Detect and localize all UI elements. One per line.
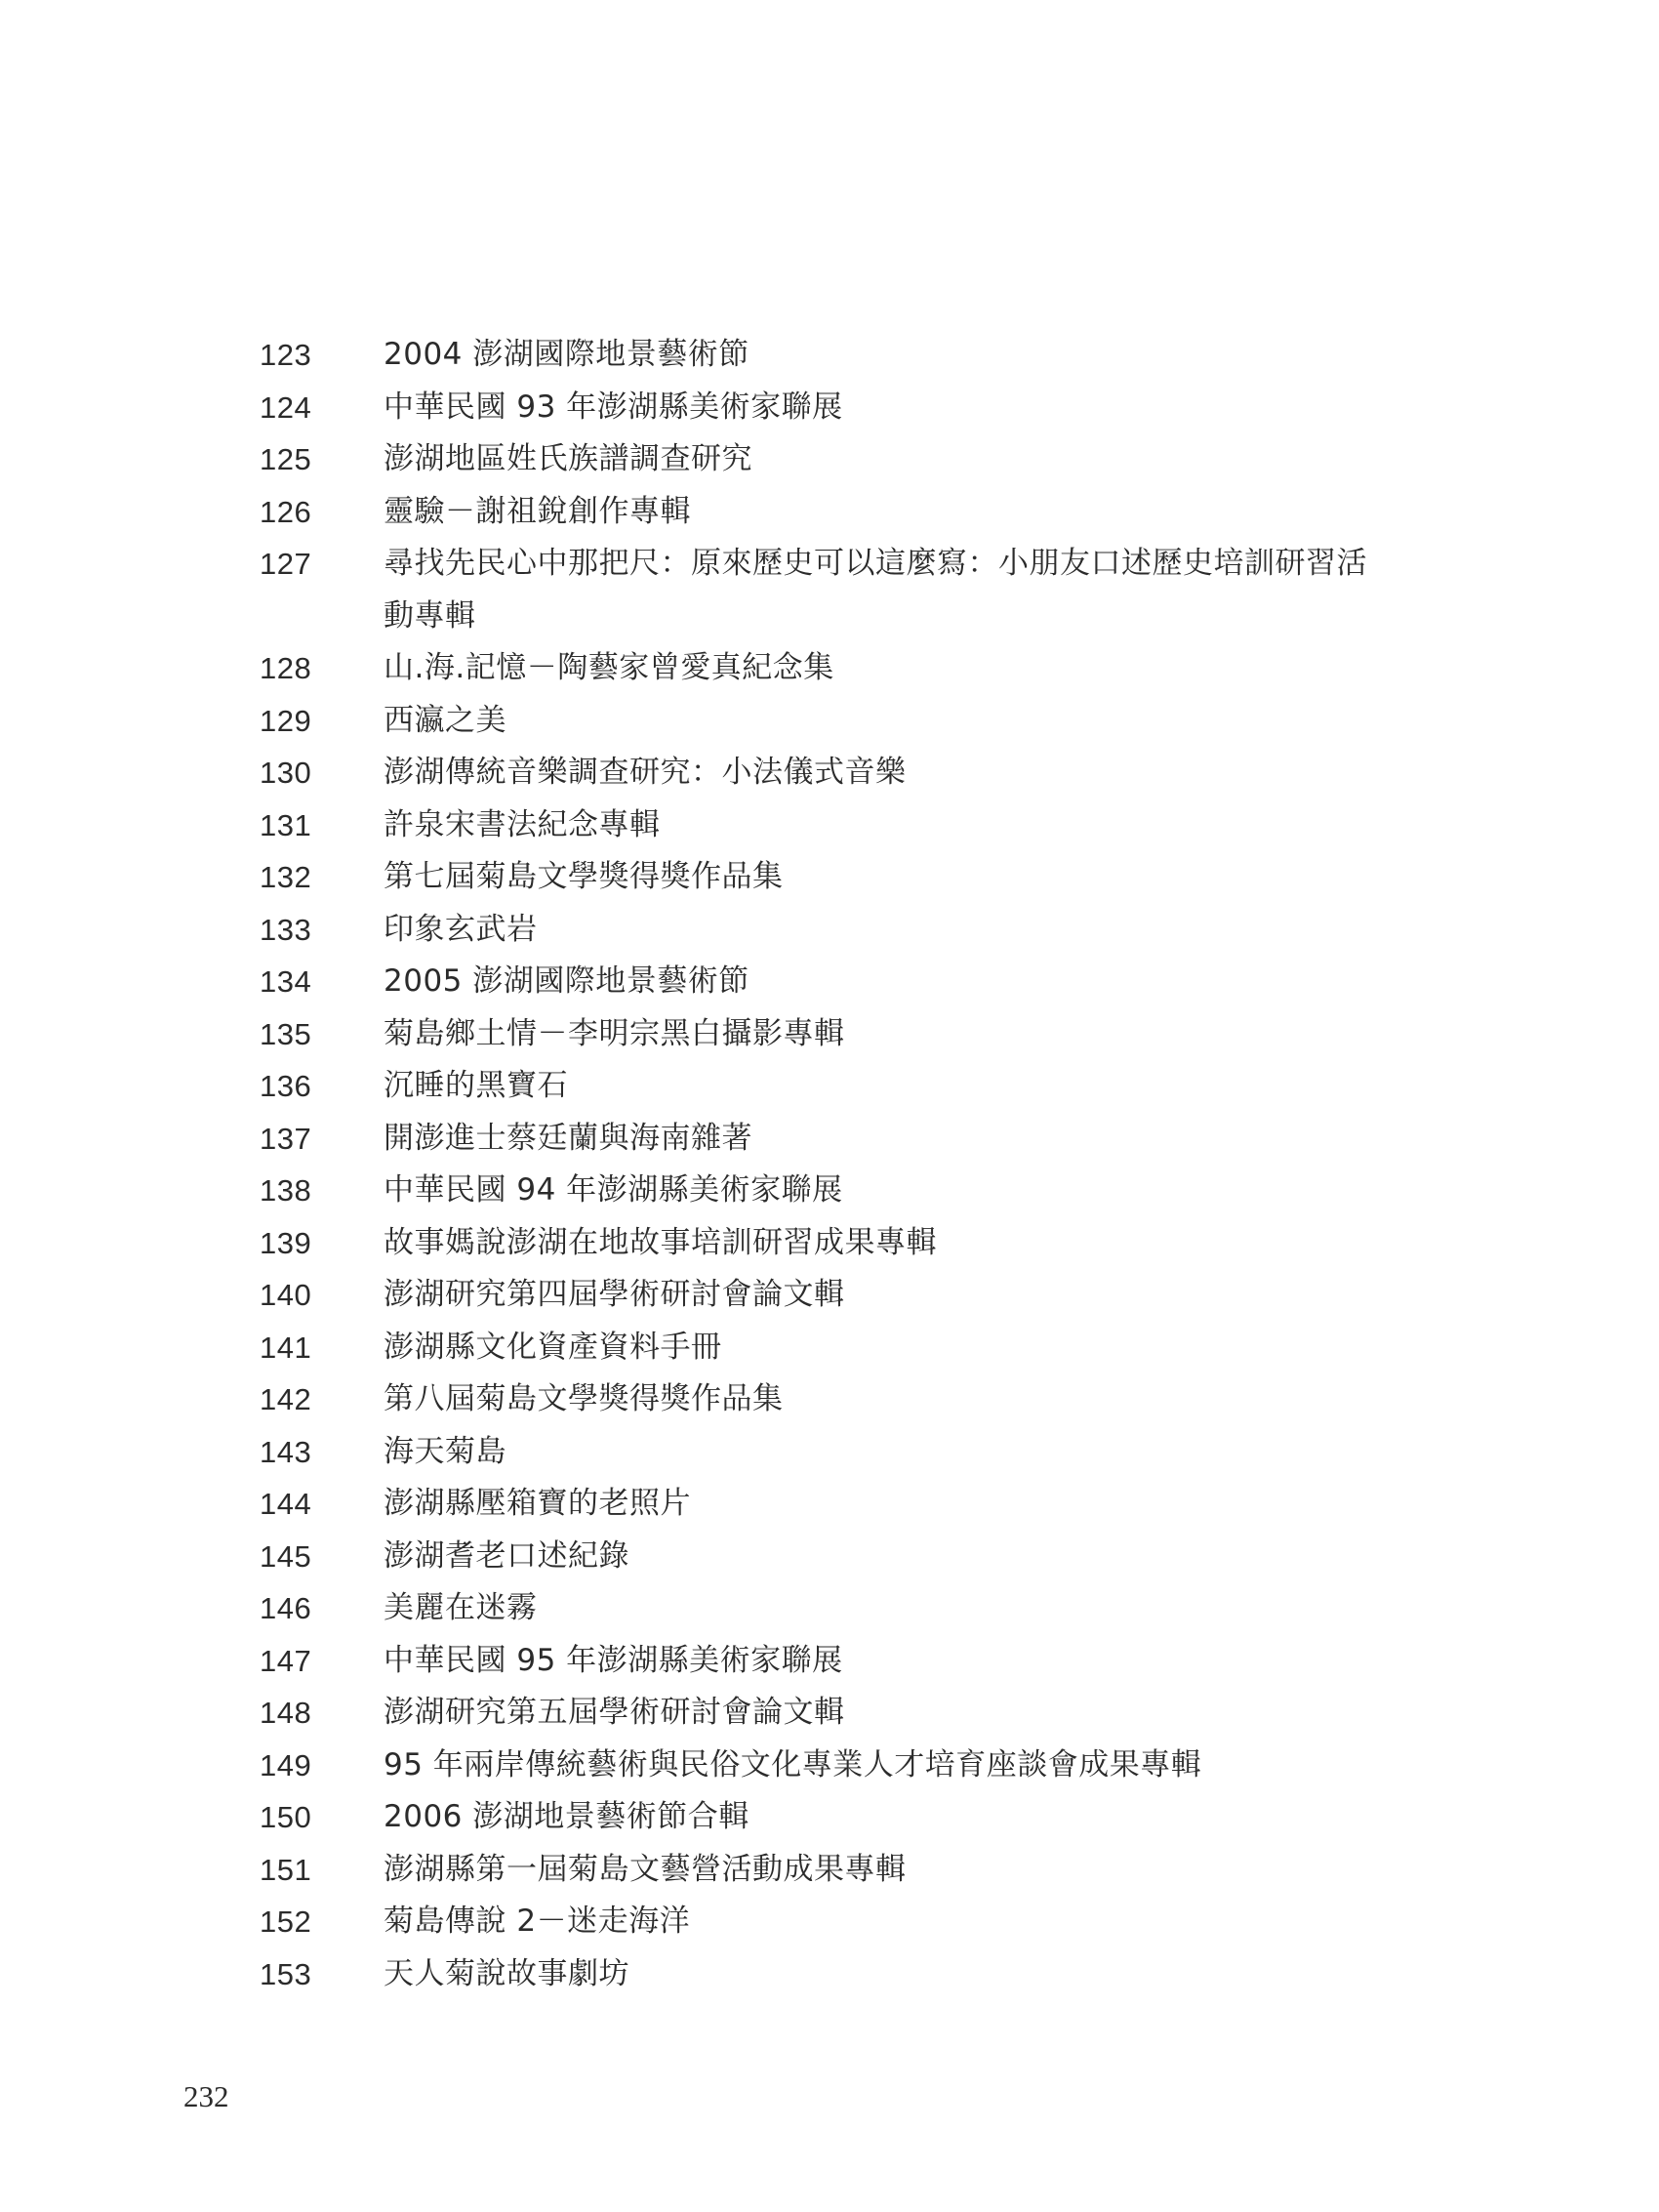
entry-title: 靈驗－謝祖銳創作專輯 [384, 493, 691, 529]
entry-number: 145 [260, 1538, 312, 1574]
entry-title: 尋找先民心中那把尺：原來歷史可以這麼寫：小朋友口述歷史培訓研習活動專輯 [384, 546, 1367, 634]
entry-title: 第七屆菊島文學獎得獎作品集 [384, 859, 784, 894]
entry-number: 147 [260, 1643, 312, 1678]
list-item [260, 1008, 1431, 1061]
entry-number: 133 [260, 912, 312, 947]
list-item [260, 695, 1431, 748]
entry-number: 144 [260, 1487, 312, 1521]
entry-title: 故事媽說澎湖在地故事培訓研習成果專輯 [384, 1224, 937, 1260]
entry-title: 山.海.記憶－陶藝家曾愛真紀念集 [384, 650, 834, 685]
list-item [260, 904, 1431, 957]
entry-number: 135 [260, 1016, 312, 1051]
list-item [260, 956, 1431, 1008]
entry-title: 美麗在迷霧 [384, 1590, 538, 1625]
list-item [260, 382, 1431, 434]
entry-title: 許泉宋書法紀念專輯 [384, 806, 661, 842]
entry-number: 151 [260, 1852, 312, 1887]
list-item [260, 1217, 1431, 1270]
list-item [260, 433, 1431, 486]
entry-title: 2004 澎湖國際地景藝術節 [384, 337, 749, 372]
entry-title: 開澎進士蔡廷蘭與海南雜著 [384, 1120, 752, 1156]
entry-number: 143 [260, 1434, 312, 1469]
entry-number: 150 [260, 1800, 312, 1834]
list-item [260, 1165, 1431, 1217]
list-item [260, 799, 1431, 852]
entry-number: 130 [260, 756, 312, 790]
entry-title: 澎湖縣文化資產資料手冊 [384, 1329, 722, 1365]
entry-number: 149 [260, 1747, 312, 1782]
entry-title: 菊島傳說 2－迷走海洋 [384, 1904, 691, 1939]
entry-number: 125 [260, 442, 312, 476]
entry-title: 澎湖研究第五屆學術研討會論文輯 [384, 1695, 845, 1730]
list-item [260, 1948, 1431, 2001]
entry-title: 海天菊島 [384, 1433, 506, 1469]
entry-number: 123 [260, 338, 312, 372]
entry-title: 95 年兩岸傳統藝術與民俗文化專業人才培育座談會成果專輯 [384, 1746, 1202, 1782]
entry-number: 134 [260, 964, 312, 999]
list-item [260, 1687, 1431, 1740]
entry-title: 沉睡的黑寶石 [384, 1068, 568, 1103]
entry-number: 129 [260, 703, 312, 738]
list-item [260, 1740, 1431, 1792]
entry-number: 148 [260, 1696, 312, 1730]
entry-number: 142 [260, 1382, 312, 1416]
entry-title: 澎湖研究第四屆學術研討會論文輯 [384, 1277, 845, 1312]
entry-title: 印象玄武岩 [384, 911, 538, 947]
list-item [260, 1531, 1431, 1583]
entry-title: 天人菊說故事劇坊 [384, 1955, 629, 1991]
entry-title: 2006 澎湖地景藝術節合輯 [384, 1799, 749, 1834]
list-item [260, 1269, 1431, 1322]
entry-number: 127 [260, 547, 312, 581]
entry-number: 132 [260, 860, 312, 894]
entry-number: 141 [260, 1330, 312, 1365]
list-item [260, 1373, 1431, 1426]
list-item [260, 1582, 1431, 1635]
publication-list [260, 329, 1431, 2000]
entry-title: 中華民國 94 年澎湖縣美術家聯展 [384, 1172, 843, 1208]
list-item [260, 1113, 1431, 1166]
list-item [260, 851, 1431, 904]
list-item [260, 1791, 1431, 1844]
entry-number: 152 [260, 1905, 312, 1939]
entry-title: 澎湖耆老口述紀錄 [384, 1537, 629, 1574]
entry-number: 126 [260, 494, 312, 529]
list-item [260, 1635, 1431, 1688]
entry-title: 中華民國 93 年澎湖縣美術家聯展 [384, 389, 843, 425]
entry-number: 140 [260, 1278, 312, 1312]
entry-title: 澎湖縣第一屆菊島文藝營活動成果專輯 [384, 1851, 907, 1887]
entry-number: 128 [260, 651, 312, 685]
list-item [260, 1322, 1431, 1374]
list-item [260, 538, 1431, 642]
list-item [260, 1060, 1431, 1113]
entry-number: 131 [260, 807, 312, 842]
list-item [260, 486, 1431, 539]
list-item [260, 1426, 1431, 1479]
entry-number: 138 [260, 1173, 312, 1208]
entry-title: 中華民國 95 年澎湖縣美術家聯展 [384, 1642, 843, 1678]
list-item [260, 1896, 1431, 1948]
list-item [260, 329, 1431, 382]
entry-number: 139 [260, 1225, 312, 1260]
entry-title: 澎湖地區姓氏族譜調查研究 [384, 441, 752, 476]
list-item [260, 747, 1431, 799]
entry-number: 153 [260, 1956, 312, 1991]
entry-title: 澎湖傳統音樂調查研究：小法儀式音樂 [384, 755, 907, 790]
entry-title: 西瀛之美 [384, 702, 506, 738]
list-item [260, 1478, 1431, 1531]
list-item [260, 642, 1431, 695]
entry-number: 136 [260, 1069, 312, 1103]
entry-title: 澎湖縣壓箱寶的老照片 [384, 1486, 691, 1521]
entry-title: 第八屆菊島文學獎得獎作品集 [384, 1381, 784, 1416]
entry-title: 2005 澎湖國際地景藝術節 [384, 963, 749, 999]
page-number: 232 [183, 2079, 229, 2113]
entry-number: 124 [260, 389, 312, 425]
entry-number: 146 [260, 1591, 312, 1625]
entry-number: 137 [260, 1121, 312, 1156]
entry-title: 菊島鄉土情－李明宗黑白攝影專輯 [384, 1015, 845, 1051]
list-item [260, 1844, 1431, 1897]
